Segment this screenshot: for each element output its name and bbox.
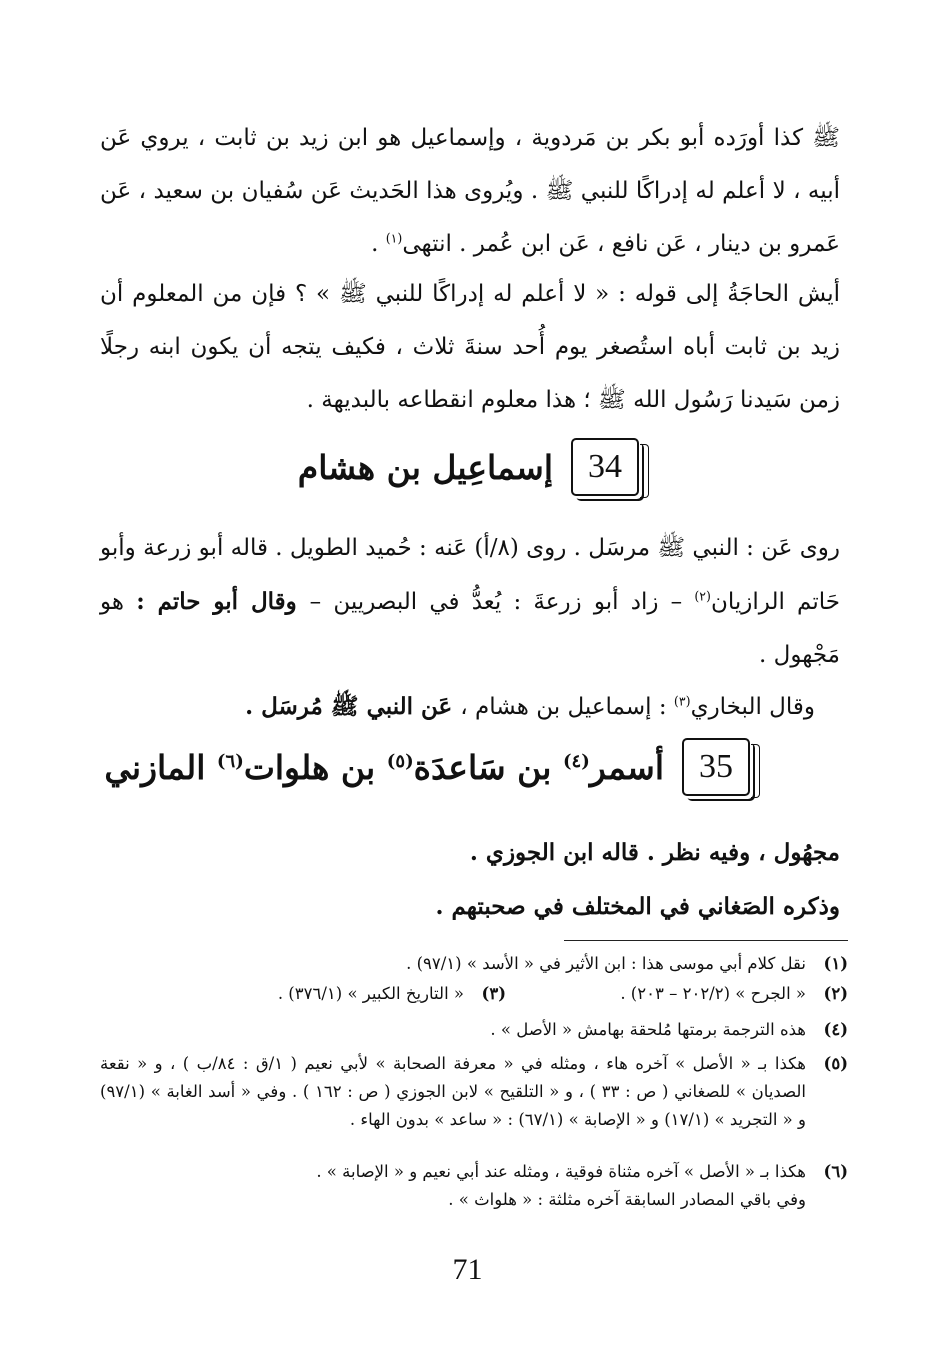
- paragraph-commentary: أيش الحاجَةُ إلى قوله : « لا أعلم له إدراكًا للنبي ﷺ » ؟ فإن من المعلوم أن زيد بن ثابت أباه استُصغر يوم أُحد سنةَ ثلاث ، فكيف يتجه أن يكون ابنه رجلًا زمن سَيدنا رَسُول الله ﷺ ؛ هذا معلوم انقطاعه بالبديهة .: [100, 281, 840, 413]
- entry-title-part: المازني: [104, 747, 217, 787]
- paragraph-saghani: وذكره الصَغاني في المختلف في صحبتهم .: [435, 893, 840, 920]
- paragraph-entry-35: مجهُول ، وفيه نظر . قاله ابن الجوزي .: [469, 839, 840, 866]
- paragraph-entry-34: [100, 522, 840, 682]
- footnote-number: (٣): [481, 984, 506, 1003]
- paragraph-text: وقال البخاري: [690, 694, 815, 720]
- footnote-number: (٤): [823, 1020, 848, 1039]
- entry-title: إسماعِيل بن هشام: [297, 447, 553, 487]
- entry-title-part: بن هلوات: [243, 747, 387, 787]
- page-number: 71: [452, 1253, 483, 1286]
- footnote-ref-2: (٢): [694, 588, 711, 604]
- footnote-ref-6: (٦): [216, 750, 244, 772]
- footnote-text: هكذا بـ « الأصل » آخره هاء ، ومثله في « معرفة الصحابة » لأبي نعيم ( ١/ق : ٨٤/ب ) ، و « نقعة الصديان » للصغاني ( ص : ٣٣ ) ، و « التلقيح » لابن الجوزي ( ص : ١٦٢ ) . وفي « أسد الغابة » (٩٧/١) و « التجريد » (١٧/١) و « الإصابة » (٦٧/١) : « ساعد » بدون الهاء .: [100, 1054, 806, 1129]
- footnote-6: [100, 1158, 848, 1214]
- footnote-divider: [564, 940, 848, 941]
- footnotes-2-3: [100, 980, 848, 1008]
- paragraph-text: روى عَن : النبي ﷺ مرسَل . روى (٨/أ) عَنه : حُميد الطويل . قاله أبو زرعة وأبو حَاتم الرازيان: [99, 535, 840, 615]
- entry-number-badge: 34: [571, 438, 639, 496]
- footnote-number: (١): [823, 954, 848, 973]
- footnote-text: نقل كلام أبي موسى هذا : ابن الأثير في « الأسد » (٩٧/١) .: [406, 954, 806, 973]
- entry-number-badge: 35: [682, 738, 750, 796]
- footnote-ref-5: (٥): [386, 750, 414, 772]
- footnote-ref-4: (٤): [562, 750, 590, 772]
- entry-heading-35: [104, 738, 750, 796]
- footnote-number: (٦): [823, 1162, 848, 1181]
- entry-title-part: بن سَاعدَة: [413, 747, 563, 787]
- paragraph-bold-text: عَن النبي ﷺ مُرسَل .: [245, 693, 461, 720]
- paragraph-intro: [100, 112, 840, 271]
- footnote-number: (٥): [823, 1054, 848, 1073]
- footnote-1: [100, 950, 848, 978]
- entry-title-part: أسمر: [589, 747, 664, 787]
- footnote-text-continued: وفي باقي المصادر السابقة آخره مثلثة : « هلواث » .: [448, 1190, 806, 1209]
- paragraph-text: هو مَجْهول .: [100, 589, 840, 668]
- entry-title: [104, 748, 664, 787]
- paragraph-text: : إسماعيل بن هشام ،: [460, 694, 674, 720]
- entry-heading-34: [298, 438, 639, 496]
- paragraph-text-end: .: [371, 231, 386, 257]
- footnote-text: هكذا بـ « الأصل » آخره مثناة فوقية ، ومثله عند أبي نعيم و « الإصابة » .: [316, 1162, 806, 1181]
- footnote-number: (٢): [823, 984, 848, 1003]
- paragraph-bukhari: [100, 680, 815, 734]
- footnote-text: هذه الترجمة برمتها مُلحقة بهامش « الأصل » .: [490, 1020, 806, 1039]
- paragraph-text: – زاد أبو زرعةَ : يُعدُّ في البصريين –: [309, 589, 695, 615]
- paragraph-bold-text: وقال أبو حاتم :: [136, 588, 310, 615]
- footnote-text: « الجرح » (٢٠٢/٢ – ٢٠٣) .: [620, 984, 806, 1003]
- paragraph-text: ﷺ كذا أورَده أبو بكر بن مَردوية ، وإسماعيل هو ابن زيد بن ثابت ، يروي عَن أبيه ، لا أعلم له إدراكًا للنبي ﷺ . ويُروى هذا الحَديث عَن سُفيان بن سعيد ، عَن عَمرو بن دينار ، عَن نافع ، عَن ابن عُمر . انتهى: [100, 125, 840, 257]
- footnote-ref-3: (٣): [673, 693, 691, 709]
- footnote-ref-1: (١): [385, 230, 403, 246]
- footnote-4: [100, 1016, 848, 1044]
- footnote-5: [100, 1050, 848, 1134]
- footnote-text: « التاريخ الكبير » (٣٧٦/١) .: [277, 984, 464, 1003]
